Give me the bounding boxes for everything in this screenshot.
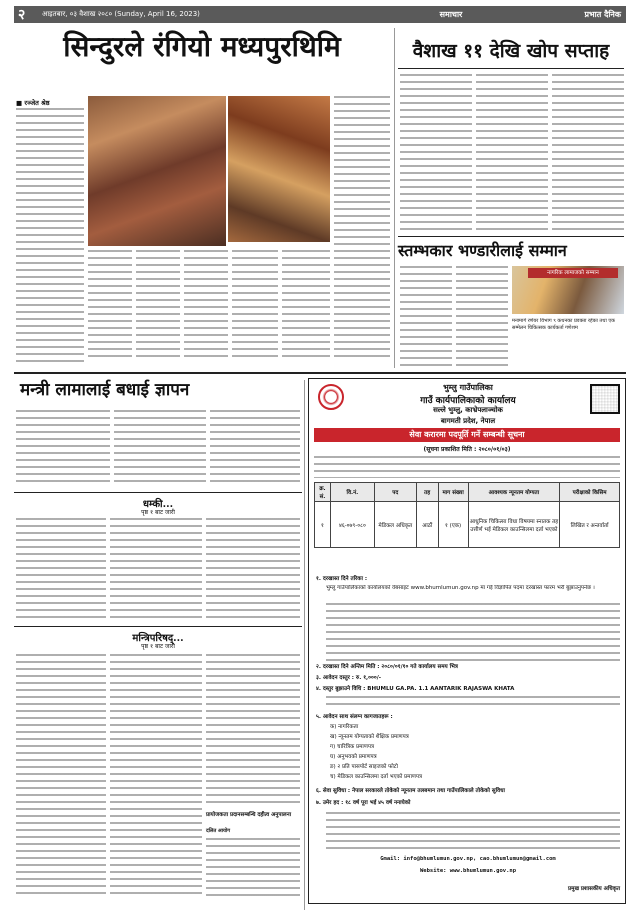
notice-point-4: ४. दस्तुर बुझाउने विधि : BHUMLU GA.PA. 1.1 AANTARIK RAJASWA KHATA [316, 686, 515, 692]
mid-column-1 [16, 410, 110, 486]
table-header-cell: क्र. सं. [315, 483, 331, 502]
table-header-cell: पद [374, 483, 416, 502]
table-cell: ४६-०७९-०८० [330, 502, 374, 548]
table-header-cell: माग संख्या [438, 483, 468, 502]
table-header-cell: वि.नं. [330, 483, 374, 502]
table-cell: आधुनिक चिकित्सा विधा विषयमा स्नातक तह उत्तीर्ण भई मेडिकल काउन्सिलमा दर्ता भएको [468, 502, 560, 548]
notice-contact-website[interactable]: Website: www.bhumlumun.gov.np [419, 868, 517, 874]
cont2-column-3a [206, 654, 300, 808]
notice-office-line3: सल्ले भुम्लु, काभ्रेपलाञ्चोक [433, 406, 503, 414]
issue-date: आइतबार, ०३ वैशाख २०८० (Sunday, April 16, 2023) [42, 10, 200, 18]
cont2-column-1 [16, 654, 106, 898]
side-rule-1 [398, 68, 624, 69]
table-header-cell: आवश्यक न्यूनतम योग्यता [468, 483, 560, 502]
notice-emblem [318, 384, 344, 410]
notice-point-3: ३. आवेदन दस्तुर : रु. १,०००/- [316, 675, 382, 681]
lead-column-5 [184, 250, 228, 362]
lead-column-4 [136, 250, 180, 362]
notice-point-5-title: ५. आवेदन साथ संलग्न कागजातहरू : [316, 714, 393, 720]
table-header-row [315, 483, 620, 502]
continued-3-subtitle: दलित आयोग [206, 828, 231, 834]
table-cell: मेडिकल अधिकृत [374, 502, 416, 548]
mid-headline: मन्त्री लामालाई बधाई ज्ञापन [20, 380, 190, 400]
continued-3-title: प्रायोजकता प्रदानसम्बन्धि दहीत्व अनुपालना [206, 812, 292, 818]
notice-office-line4: बागमती प्रदेश, नेपाल [440, 417, 496, 425]
newspaper-brand: प्रभात दैनिक [584, 10, 621, 19]
table-header-cell: तह [416, 483, 438, 502]
lead-photo-crowd [88, 96, 226, 246]
notice-doc-list [330, 724, 620, 784]
side-rule-2 [398, 236, 624, 237]
section-rule [14, 372, 626, 374]
notice-vacancy-table [314, 482, 620, 548]
cont1-rule [14, 626, 302, 627]
side-headline-vaccine: वैशाख ११ देखि खोप सप्ताह [412, 40, 610, 62]
table-row [315, 502, 620, 548]
table-cell: १ [315, 502, 331, 548]
notice-office-line1: भुम्लु गाउँपालिका [443, 383, 493, 392]
lead-column-2 [334, 96, 390, 362]
notice-signature: प्रमुख प्रशासकीय अधिकृत [568, 886, 620, 892]
table-cell: १ (एक) [438, 502, 468, 548]
mid-column-3 [210, 410, 300, 486]
continued-2-title: मन्त्रिपरिषद्... [132, 633, 184, 644]
notice-point-6: ६. सेवा सुविधा : नेपाल सरकारले तोकेको न्यूनतम तलबमान तथा गाउँपालिकाले तोकेको सुविधा [316, 788, 505, 794]
honor-column-1 [400, 266, 452, 366]
notice-point-1-details [326, 603, 620, 661]
list-item: क) नागरिकता [330, 724, 359, 730]
list-item: घ) अनुभवको प्रमाणपत्र [330, 754, 377, 760]
cont3-column [206, 838, 300, 898]
cont2-column-2 [110, 654, 202, 898]
vaccine-column-2 [476, 74, 548, 232]
table-header-cell: परीक्षाको किसिम [560, 483, 620, 502]
notice-point-4-details [326, 696, 620, 710]
notice-date-line: (सूचना प्रकाशित मिति : २०८०/०१/०३) [423, 446, 511, 453]
cont1-column-1 [16, 518, 106, 622]
list-item: ङ) २ प्रति पासपोर्ट साइजको फोटो [330, 764, 398, 770]
notice-qr-code[interactable] [590, 384, 620, 414]
notice-intro-text [314, 456, 620, 478]
cont1-column-3 [206, 518, 300, 622]
honor-photo-caption: मनामार्ग रणेयर विभाग ९ कथनका प्रवक्ता रहेका तथा एक सम्मेलन चिकित्सक कार्यकर्ता गणेशम [512, 318, 615, 331]
honor-photo-banner: नागरिक लामाजको सम्मान [528, 268, 618, 278]
continued-2-subtitle: पृष्ठ १ बाट जारी [141, 643, 175, 650]
side-headline-honor: स्तम्भकार भण्डारीलाई सम्मान [398, 241, 567, 260]
notice-title-band: सेवा करारमा पदपूर्ति गर्ने सम्बन्धी सूचना [314, 428, 620, 442]
table-cell: लिखित र अन्तर्वार्ता [560, 502, 620, 548]
list-item: ख) न्यूनतम योग्यताको शैक्षिक प्रमाणपत्र [330, 734, 409, 740]
notice-extra-text [326, 812, 620, 852]
mid-divider [304, 380, 305, 910]
honor-column-2 [456, 266, 508, 366]
vaccine-column-3 [552, 74, 624, 232]
notice-office-line2: गाउँ कार्यपालिकाको कार्यालय [420, 396, 516, 406]
notice-point-1-text: भुम्लु गाउँपालिकाको कार्यालयको वेबसाइट www.bhumlumun.gov.np मा गई विज्ञापित पदमा दरखास्त फारम भरी बुझाउनुपर्नेछ । [326, 585, 595, 591]
lead-column-7 [282, 250, 330, 362]
notice-point-2: २. दरखास्त दिने अन्तिम मिति : २०८०/०१/१० गते कार्यालय समय भित्र [316, 664, 458, 670]
mid-column-2 [114, 410, 206, 486]
lead-column-3 [88, 250, 132, 362]
notice-contact-email[interactable]: Gmail: info@bhumlumun.gov.np, cao.bhumlumun@gmail.com [380, 856, 556, 862]
page-number: २ [18, 7, 26, 23]
list-item: च) मेडिकल काउन्सिलमा दर्ता भएको प्रमाणपत्र [330, 774, 423, 780]
continued-1-title: धम्की... [142, 499, 174, 510]
lead-column-1 [16, 108, 84, 362]
notice-point-7: ७. उमेर हद : १८ वर्ष पूरा भई ४५ वर्ष ननाघेको [316, 800, 411, 806]
lead-column-6 [232, 250, 278, 362]
lead-photo-temple [228, 96, 330, 242]
mid-rule [14, 492, 302, 493]
page-header [14, 6, 626, 23]
table-cell: आठौं [416, 502, 438, 548]
notice-point-1-title: १. दरखास्त दिने तरिका : [316, 576, 368, 582]
continued-1-subtitle: पृष्ठ १ बाट जारी [141, 509, 175, 516]
section-name: समाचार [439, 10, 463, 19]
vaccine-column-1 [400, 74, 472, 232]
column-divider [394, 28, 395, 368]
cont1-column-2 [110, 518, 202, 622]
lead-headline: सिन्दुरले रंगियो मध्यपुरथिमि [63, 30, 341, 63]
list-item: ग) चारित्रिक प्रमाणपत्र [330, 744, 374, 750]
lead-byline: ■ रञ्जेत श्रेष्ठ [16, 99, 50, 107]
